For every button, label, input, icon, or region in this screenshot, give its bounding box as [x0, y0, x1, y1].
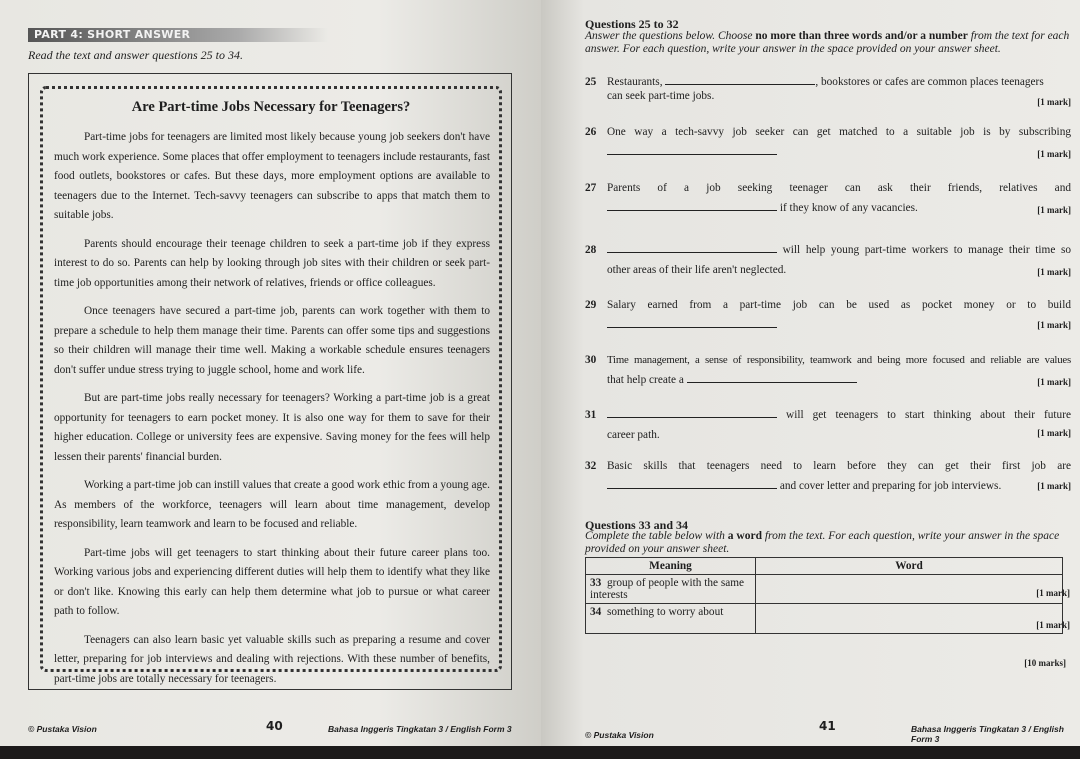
question-text: and cover letter and preparing for job interviews. [777, 480, 1002, 492]
answer-blank[interactable] [607, 478, 777, 489]
answer-blank[interactable] [607, 407, 777, 418]
paragraph: Part-time jobs will get teenagers to start thinking about their future career plans too. Working various jobs and experiencing different duties will help them to identify what they like or don't like. Knowing this early can help them determine what job to pursue or what career path to follow. [54, 546, 490, 617]
right-page [541, 0, 1080, 746]
vocabulary-table [585, 557, 1063, 634]
question-number: 32 [585, 460, 597, 472]
questions-instruction-2 [585, 530, 1071, 556]
question-25 [585, 72, 1071, 106]
answer-blank[interactable] [665, 74, 815, 85]
mark-label: [1 mark] [1037, 377, 1071, 387]
part-label: PART 4: SHORT ANSWER [28, 28, 328, 42]
passage-title: Are Part-time Jobs Necessary for Teenagers? [131, 99, 411, 115]
mark-label: [1 mark] [1037, 267, 1071, 277]
instr-text: from the text. For each question, write your answer in the space provided on your answer sheet. [585, 530, 1060, 555]
paragraph: Once teenagers have secured a part-time job, parents can work together with them to prepare a schedule to help them manage their time. Parents can offer some tips and suggestions so their children will manage their time well. Making a workable schedule ensures teenagers don't suffer undue stress trying to juggle school, home and work life. [54, 305, 490, 376]
question-number: 25 [585, 76, 597, 88]
answer-blank[interactable] [687, 372, 857, 383]
mark-label: [1 mark] [1037, 205, 1071, 215]
header-word: Word [756, 558, 1063, 575]
question-text: will help young part-time workers to manage their time so [777, 244, 1071, 256]
total-marks: [10 marks] [1024, 658, 1066, 668]
word-answer-cell[interactable] [756, 575, 1063, 604]
question-text: will get teenagers to start thinking about their future [777, 409, 1071, 421]
question-32 [585, 456, 1071, 496]
mark-label: [1 mark] [1036, 588, 1070, 598]
instr-bold: no more than three words and/or a number [755, 30, 968, 42]
paragraph: Teenagers can also learn basic yet valuable skills such as preparing a resume and cover letter, preparing for job interviews and dealing with rejections. With these number of benefits, part-time jobs are totally necessary for teenagers. [54, 633, 490, 685]
answer-blank[interactable] [607, 144, 777, 155]
row-number: 33 [590, 577, 602, 589]
question-29 [585, 295, 1071, 335]
question-31 [585, 405, 1071, 445]
question-number: 30 [585, 354, 597, 366]
question-text: that help create a [607, 374, 687, 386]
table-row [586, 604, 1063, 634]
question-text: , bookstores or cafes are common places teenagers [815, 76, 1044, 88]
left-page [0, 0, 541, 746]
question-number: 26 [585, 126, 597, 138]
paragraph: Working a part-time job can instill values that create a good work ethic from a young age. As members of the workforce, teenagers will learn about time management, develop responsibility, learn teamwork and learn to be focused and reliable. [54, 479, 490, 530]
instruction: Read the text and answer questions 25 to 34. [28, 48, 243, 62]
paragraph: Part-time jobs for teenagers are limited most likely because young job seekers don't have much work experience. Some places that offer employment to teenagers include restaurants, fast food outlets, bookstores or cafes. But these days, more employment options are available to teenagers due to the Internet. Tech-savvy teenagers can subscribe to apps that match them to suitable jobs. [54, 131, 490, 221]
question-text: Salary earned from a part-time job can be used as pocket money or to build [607, 299, 1071, 311]
question-30 [585, 350, 1071, 390]
footer-title: Bahasa Inggeris Tingkatan 3 / English Form 3 [911, 724, 1064, 744]
header-meaning: Meaning [586, 558, 756, 575]
question-number: 28 [585, 244, 597, 256]
question-27 [585, 178, 1071, 218]
row-number: 34 [590, 606, 602, 618]
question-text: Parents of a job seeking teenager can ask their friends, relatives and [607, 182, 1071, 194]
question-number: 31 [585, 409, 597, 421]
mark-label: [1 mark] [1037, 149, 1071, 159]
question-text: if they know of any vacancies. [777, 202, 918, 214]
word-answer-cell[interactable] [756, 604, 1063, 634]
answer-blank[interactable] [607, 242, 777, 253]
instr-bold: a word [727, 530, 762, 542]
instr-text: from the text for each answer. For each question, write your answer in the space provided on your answer sheet. [585, 30, 1070, 55]
questions-heading-2: Questions 33 and 34 [585, 518, 689, 532]
answer-blank[interactable] [607, 200, 777, 211]
meaning-cell: something to worry about [606, 606, 724, 618]
paragraph: But are part-time jobs really necessary for teenagers? Working a part-time job is a great opportunity for teenagers to earn pocket money. It is also one way for them to save for their higher education. College or university fees are expensive. Saving money for the fees will help lessen their parents' financial burden. [54, 392, 490, 463]
mark-label: [1 mark] [1037, 320, 1071, 330]
questions-instruction [585, 30, 1071, 56]
answer-blank[interactable] [607, 317, 777, 328]
mark-label: [1 mark] [1037, 481, 1071, 491]
paragraph: Parents should encourage their teenage children to seek a part-time job if they express interest to do so. Parents can help by looking through job sites with their children or seek part-time job opportunities among their network of relatives, friends or office colleagues. [54, 237, 490, 289]
question-number: 29 [585, 299, 597, 311]
question-text: can seek part-time jobs. [607, 90, 715, 102]
question-28 [585, 240, 1071, 280]
question-text: One way a tech-savvy job seeker can get matched to a suitable job is by subscribing [607, 126, 1071, 138]
meaning-cell: group of people with the same interests [590, 577, 745, 601]
question-text: Time management, a sense of responsibility, teamwork and being more focused and reliable are values [607, 354, 1071, 366]
mark-label: [1 mark] [1037, 428, 1071, 438]
instr-text: Complete the table below with [585, 530, 728, 542]
page-number: 40 [266, 719, 283, 733]
question-text: other areas of their life aren't neglected. [607, 264, 787, 276]
questions-heading: Questions 25 to 32 [585, 17, 679, 31]
question-text: career path. [607, 429, 660, 441]
footer-title: Bahasa Inggeris Tingkatan 3 / English Form 3 [328, 724, 512, 734]
instr-text: Answer the questions below. Choose [585, 30, 756, 42]
passage [54, 128, 490, 698]
table-row [586, 575, 1063, 604]
question-text: Restaurants, [607, 76, 666, 88]
mark-label: [1 mark] [1037, 97, 1071, 107]
page-number: 41 [819, 719, 836, 733]
footer-publisher: © Pustaka Vision [28, 724, 97, 734]
footer-publisher: © Pustaka Vision [585, 730, 654, 740]
question-number: 27 [585, 182, 597, 194]
question-text: Basic skills that teenagers need to learn before they can get their first job are [607, 460, 1071, 472]
question-26 [585, 122, 1071, 162]
mark-label: [1 mark] [1036, 620, 1070, 630]
